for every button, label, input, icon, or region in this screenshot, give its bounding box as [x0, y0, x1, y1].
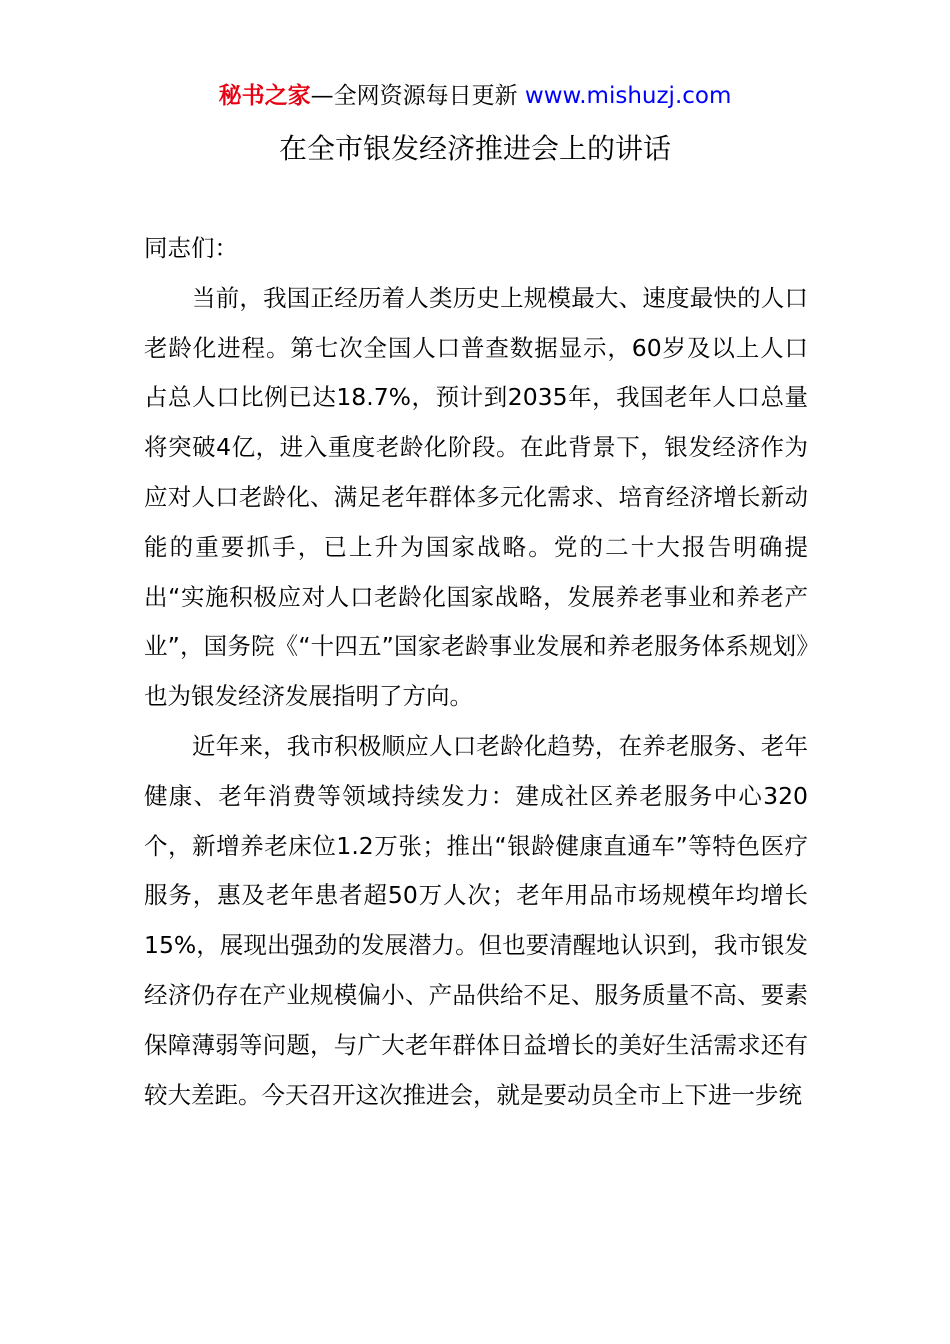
salutation: 同志们： — [144, 234, 238, 262]
document-title: 在全市银发经济推进会上的讲话 — [278, 132, 671, 165]
header-url[interactable]: www.mishuzj.com — [524, 83, 732, 109]
body-paragraph-1: 当前，我国正经历着人类历史上规模最大、速度最快的人口老龄化进程。第七次全国人口普查数据显示，60岁及以上人口占总人口比例已达18.7%，预计到2035年，我国老年人口总量将突破4亿，进入重度老龄化阶段。在此背景下，银发经济作为应对人口老龄化、满足老年群体多元化需求、培育经济增长新动能的重要抓手，已上升为国家战略。党的二十大报告明确提出“实施积极应对人口老龄化国家战略，发展养老事业和养老产业”，国务院《“十四五”国家老龄事业发展和养老服务体系规划》也为银发经济发展指明了方向。 — [144, 283, 808, 711]
document-body — [144, 224, 808, 1120]
watermark-header — [0, 80, 950, 112]
brand-name: 秘书之家 — [218, 83, 311, 109]
body-paragraph-2: 近年来，我市积极顺应人口老龄化趋势，在养老服务、老年健康、老年消费等领域持续发力：建成社区养老服务中心320个，新增养老床位1.2万张；推出“银龄健康直通车”等特色医疗服务，惠及老年患者超50万人次；老年用品市场规模年均增长15%，展现出强劲的发展潜力。但也要清醒地认识到，我市银发经济仍存在产业规模偏小、产品供给不足、服务质量不高、要素保障薄弱等问题，与广大老年群体日益增长的美好生活需求还有较大差距。今天召开这次推进会，就是要动员全市上下进一步统 — [144, 731, 808, 1109]
header-tagline: —全网资源每日更新 — [310, 83, 518, 109]
